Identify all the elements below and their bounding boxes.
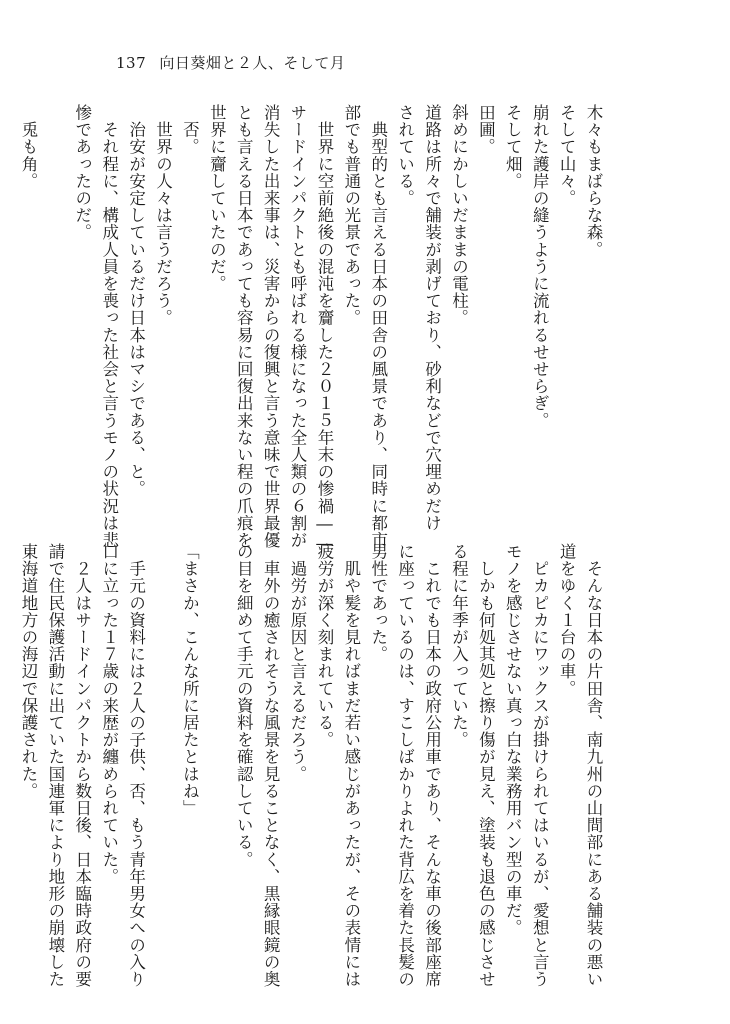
- text-line: 兎も角。: [18, 104, 38, 190]
- text-line: 木々もまばらな森。: [584, 104, 603, 258]
- text-line: 田圃。: [476, 104, 496, 156]
- text-line: サードインパクトとも呼ばれる様になった全人類の６割が: [288, 104, 308, 549]
- text-line: 斜めにかしいだままの電柱。: [449, 104, 469, 327]
- text-line: ２人はサードインパクトから数日後、日本臨時政府の要: [72, 543, 92, 988]
- lower-text-block: [14, 543, 606, 988]
- text-line: ピカピカにワックスが掛けられてはいるが、愛想と言う: [530, 543, 550, 988]
- text-line: モノを感じさせない真っ白な業務用バン型の車だ。: [503, 543, 523, 937]
- text-line: 東海道地方の海辺で保護された。: [18, 543, 38, 800]
- text-line: 男性であった。: [368, 543, 388, 663]
- text-line: に座っているのは、すこしばかりよれた背広を着た長髪の: [395, 543, 415, 988]
- text-line: 治安が安定しているだけ日本はマシである、と。: [126, 104, 146, 498]
- text-line: 口に立った１７歳の来歴が纏められていた。: [99, 543, 119, 885]
- text-line: 崩れた護岸の縫うように流れるせせらぎ。: [530, 104, 550, 429]
- text-line: 世界に齎していたのだ。: [207, 104, 227, 293]
- text-line: の目を細めて手元の資料を確認している。: [234, 543, 254, 868]
- text-line: [41, 104, 68, 504]
- text-line: そして山々。: [557, 104, 577, 207]
- text-line: それ程に、構成人員を喪った社会と言うモノの状況は悲: [99, 104, 119, 549]
- text-line: これでも日本の政府公用車であり、そんな車の後部座席: [422, 543, 442, 988]
- text-line: [149, 543, 176, 943]
- text-line: 過労が原因と言えるだろう。: [288, 543, 308, 783]
- text-line: しかも何処其処と擦り傷が見え、塗装も退色の感じさせ: [476, 543, 496, 988]
- text-line: 「まさか、こんな所に居たとはね」: [180, 543, 200, 817]
- text-line: 車外の癒されそうな風景を見ることなく、黒縁眼鏡の奥: [261, 543, 281, 988]
- text-line: る程に年季が入っていた。: [449, 543, 469, 749]
- text-line: 消失した出来事は、災害からの復興と言う意味で世界最優: [261, 104, 281, 549]
- text-line: とも言える日本であっても容易に回復出来ない程の爪痕を: [234, 104, 254, 549]
- text-line: [202, 543, 229, 943]
- text-line: 道をゆく１台の車。: [557, 543, 577, 697]
- text-line: 部でも普通の光景であった。: [341, 104, 361, 327]
- text-line: 肌や髪を見ればまだ若い感じがあったが、その表情には: [341, 543, 361, 988]
- text-line: そして畑。: [503, 104, 523, 190]
- text-line: 典型的とも言える日本の田舎の風景であり、同時に都市: [368, 104, 388, 549]
- running-header: [116, 52, 345, 73]
- text-line: 世界の人々は言うだろう。: [153, 104, 173, 327]
- page-number: 137: [116, 54, 147, 72]
- upper-text-block: [14, 104, 606, 554]
- text-line: 道路は所々で舗装が剥げており、砂利などで穴埋めだけ: [422, 104, 442, 532]
- chapter-title: 向日葵畑と２人、そして月: [159, 54, 346, 72]
- text-line: 世界に空前絶後の混沌を齎した２０１５年末の惨禍――: [314, 104, 334, 554]
- text-line: 惨であったのだ。: [72, 104, 92, 241]
- text-line: 請で住民保護活動に出ていた国連軍により地形の崩壊した: [45, 543, 65, 988]
- text-line: されている。: [395, 104, 415, 207]
- text-line: 疲労が深く刻まれている。: [314, 543, 334, 749]
- text-line: 手元の資料には２人の子供、否、もう青年男女への入り: [126, 543, 146, 988]
- text-line: 否。: [180, 104, 200, 156]
- text-line: そんな日本の片田舎、南九州の山間部にある舗装の悪い: [584, 543, 603, 988]
